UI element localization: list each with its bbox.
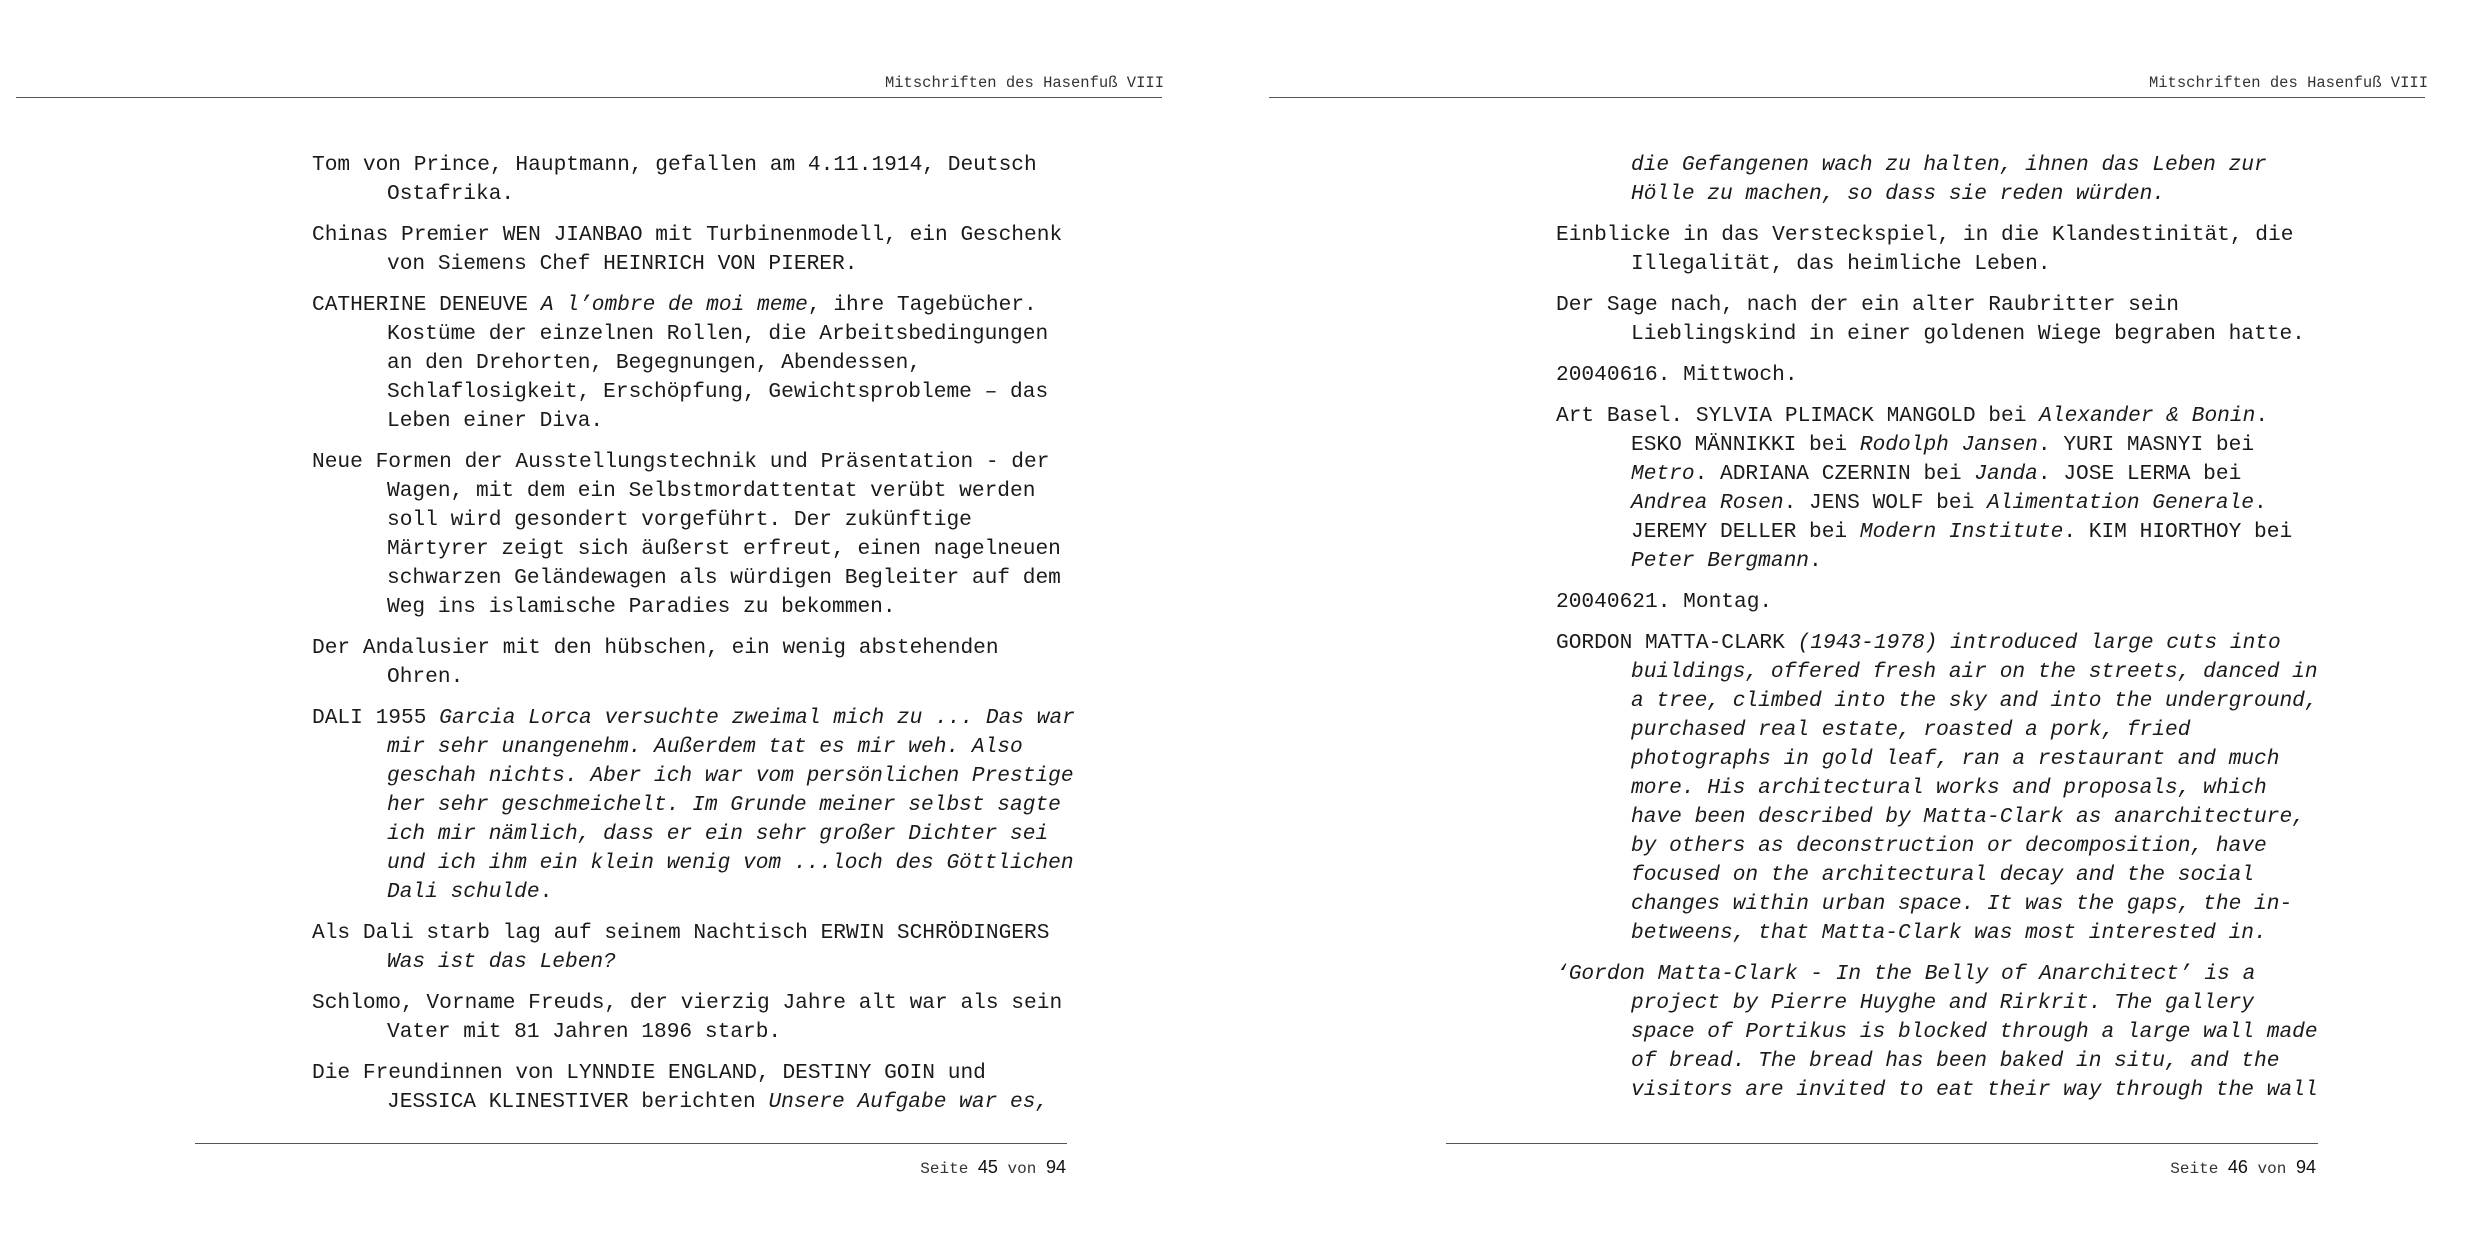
current-page-number: 46 — [2227, 1157, 2248, 1177]
footer-separator: von — [2257, 1160, 2287, 1178]
footer-rule — [1446, 1143, 2318, 1144]
entry-text: . ADRIANA CZERNIN bei — [1694, 462, 1975, 486]
entry-text: Tom von Prince, Hauptmann, gefallen am 4.11.1914, Deutsch Ostafrika. — [312, 153, 1037, 206]
journal-entry — [312, 221, 1112, 279]
entry-text: 20040616. Mittwoch. — [1556, 363, 1798, 387]
journal-entry — [1556, 588, 2386, 617]
italic-text: Alimentation Generale — [1987, 491, 2255, 515]
italic-text: Janda — [1974, 462, 2038, 486]
italic-text: Modern Institute — [1859, 520, 2064, 544]
entry-text: Art Basel. SYLVIA PLIMACK MANGOLD bei — [1556, 404, 2040, 428]
entry-text: Schlomo, Vorname Freuds, der vierzig Jahre alt war als sein Vater mit 81 Jahren 1896 starb. — [312, 991, 1063, 1044]
entry-text: Der Sage nach, nach der ein alter Raubritter sein Lieblingskind in einer goldenen Wiege begraben hatte. — [1556, 293, 2305, 346]
italic-text: Was ist das Leben? — [387, 950, 616, 974]
italic-text: A l’ombre de moi meme — [540, 293, 808, 317]
page-number-footer — [2170, 1157, 2316, 1178]
entry-text: CATHERINE DENEUVE — [312, 293, 541, 317]
entry-text: . — [539, 880, 553, 904]
entry-text: Als Dali starb lag auf seinem Nachtisch ERWIN SCHRÖDINGERS — [312, 921, 1050, 945]
footer-rule — [195, 1143, 1067, 1144]
entry-text: Neue Formen der Ausstellungstechnik und Präsentation - der Wagen, mit dem ein Selbstmordattentat verübt werden soll wird gesondert vorgeführt. Der zukünftige Märtyrer zeigt sich äußerst erfreut, einen nagelneuen schwarzen Geländewagen als würdigen Begleiter auf dem Weg ins islamische Paradies zu bekommen. — [312, 450, 1061, 619]
footer-prefix: Seite — [920, 1160, 969, 1178]
total-page-count: 94 — [2295, 1157, 2316, 1177]
italic-text: Metro — [1631, 462, 1695, 486]
right-page — [1240, 0, 2480, 1240]
journal-entry — [312, 291, 1112, 436]
journal-entry — [1556, 629, 2386, 948]
italic-text: ‘Gordon Matta-Clark - In the Belly of Anarchitect’ is a project by Pierre Huyghe and Rirkrit. The gallery space of Portikus is blocked through a large wall made of bread. The bread has been baked in situ, and the visitors are invited to eat their way through the wall — [1556, 962, 2318, 1102]
total-page-count: 94 — [1045, 1157, 1066, 1177]
entry-text: GORDON MATTA-CLARK — [1556, 631, 1798, 655]
journal-entry — [312, 634, 1112, 692]
italic-text: Garcia Lorca versuchte zweimal mich zu ... Das war mir sehr unangenehm. Außerdem tat es mir weh. Also geschah nichts. Aber ich war vom persönlichen Prestige her sehr geschmeichelt. Im Grunde meiner selbst sagte ich mir nämlich, dass er ein sehr großer Dichter sei und ich ihm ein klein wenig vom ...loch des Göttlichen Dali schulde — [387, 706, 1075, 904]
entry-text: . JOSE LERMA bei — [2037, 462, 2242, 486]
italic-text: Alexander & Bonin — [2039, 404, 2256, 428]
entry-text: . — [1809, 549, 1822, 573]
journal-entry — [312, 989, 1112, 1047]
entry-text: . KIM HIORTHOY bei — [2063, 520, 2293, 544]
entry-text: Einblicke in das Versteckspiel, in die Klandestinität, die Illegalität, das heimliche Leben. — [1556, 223, 2294, 276]
italic-text: Peter Bergmann — [1631, 549, 1810, 573]
journal-entry — [1556, 221, 2386, 279]
current-page-number: 45 — [977, 1157, 998, 1177]
running-header: Mitschriften des Hasenfuß VIII — [2148, 74, 2428, 92]
running-header: Mitschriften des Hasenfuß VIII — [884, 74, 1164, 92]
journal-entry — [312, 919, 1112, 977]
page-body — [312, 151, 1112, 1129]
entry-text: . JENS WOLF bei — [1783, 491, 1988, 515]
journal-entry — [312, 448, 1112, 622]
journal-entry — [1556, 291, 2386, 349]
journal-entry — [1556, 402, 2386, 576]
header-rule — [1269, 97, 2425, 98]
page-body — [1556, 151, 2386, 1117]
journal-entry-continuation — [1556, 151, 2386, 209]
italic-text: Rodolph Jansen — [1859, 433, 2038, 457]
entry-text: . JEREMY DELLER bei — [1631, 491, 2267, 544]
entry-text: . ESKO MÄNNIKKI bei — [1631, 404, 2269, 457]
page-number-footer — [920, 1157, 1066, 1178]
entry-text: Die Freundinnen von LYNNDIE ENGLAND, DESTINY GOIN und JESSICA KLINESTIVER berichten — [312, 1061, 986, 1114]
entry-text: . YURI MASNYI bei — [2037, 433, 2255, 457]
entry-text: Chinas Premier WEN JIANBAO mit Turbinenmodell, ein Geschenk von Siemens Chef HEINRICH VON PIERER. — [312, 223, 1063, 276]
footer-prefix: Seite — [2170, 1160, 2219, 1178]
journal-entry — [312, 704, 1112, 907]
italic-text: Unsere Aufgabe war es, — [768, 1090, 1049, 1114]
journal-entry — [312, 1059, 1112, 1117]
journal-entry — [1556, 960, 2386, 1105]
entry-text: Der Andalusier mit den hübschen, ein wenig abstehenden Ohren. — [312, 636, 999, 689]
header-rule — [16, 97, 1162, 98]
journal-entry — [1556, 361, 2386, 390]
italic-text: die Gefangenen wach zu halten, ihnen das Leben zur Hölle zu machen, so dass sie reden würden. — [1631, 153, 2267, 206]
entry-text: 20040621. Montag. — [1556, 590, 1773, 614]
journal-entry — [312, 151, 1112, 209]
italic-text: Andrea Rosen — [1631, 491, 1784, 515]
footer-separator: von — [1007, 1160, 1037, 1178]
italic-text: (1943-1978) introduced large cuts into buildings, offered fresh air on the streets, danced in a tree, climbed into the sky and into the underground, purchased real estate, roasted a pork, fried photographs in gold leaf, ran a restaurant and much more. His architectural works and proposals, which have been described by Matta-Clark as anarchitecture, by others as deconstruction or decomposition, have focused on the architectural decay and the social changes within urban space. It was the gaps, the in- betweens, that Matta-Clark was most interested in. — [1631, 631, 2318, 945]
entry-text: , ihre Tagebücher. Kostüme der einzelnen Rollen, die Arbeitsbedingungen an den Drehorten, Begegnungen, Abendessen, Schlaflosigkeit, Erschöpfung, Gewichtsprobleme – das Leben einer Diva. — [387, 293, 1049, 433]
entry-text: DALI 1955 — [312, 706, 440, 730]
